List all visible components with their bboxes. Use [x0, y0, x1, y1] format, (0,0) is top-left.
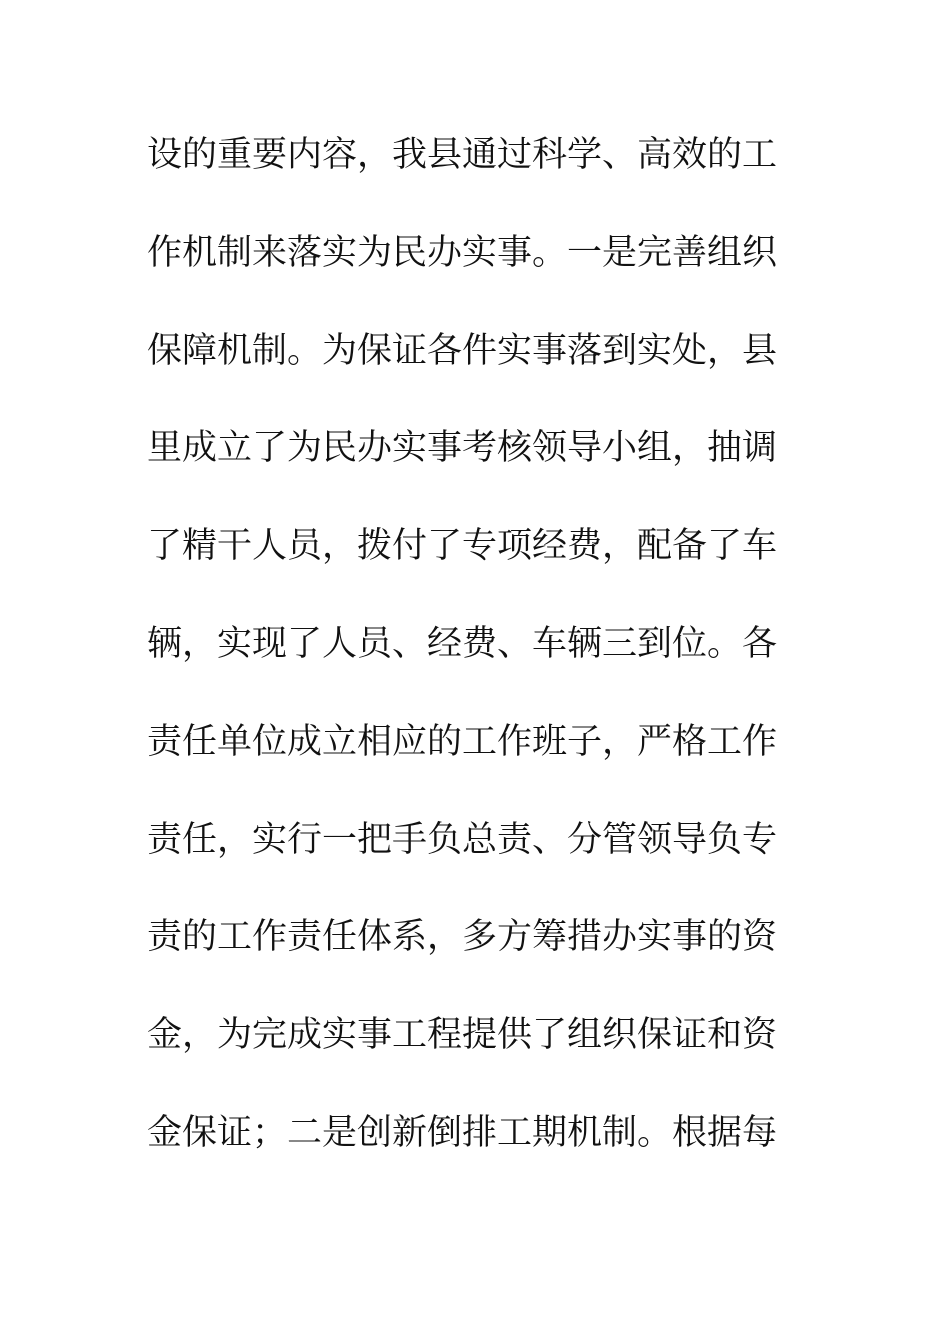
text-line: 责任单位成立相应的工作班子，严格工作: [147, 721, 778, 762]
text-line: 了精干人员，拨付了专项经费，配备了车: [147, 526, 778, 567]
text-line: 设的重要内容，我县通过科学、高效的工: [147, 135, 778, 175]
text-line: 责任，实行一把手负总责、分管领导负专: [147, 819, 778, 860]
text-line: 里成立了为民办实事考核领导小组，抽调: [147, 428, 778, 469]
text-line: 保障机制。为保证各件实事落到实处，县: [147, 330, 778, 371]
text-line: 辆，实现了人员、经费、车辆三到位。各: [147, 623, 778, 664]
text-line: 金，为完成实事工程提供了组织保证和资: [147, 1015, 778, 1056]
text-line: 作机制来落实为民办实事。一是完善组织: [147, 232, 778, 273]
text-line: 责的工作责任体系，多方筹措办实事的资: [147, 917, 778, 958]
text-line: 金保证；二是创新倒排工期机制。根据每: [147, 1112, 778, 1153]
body-text: [147, 125, 787, 1201]
